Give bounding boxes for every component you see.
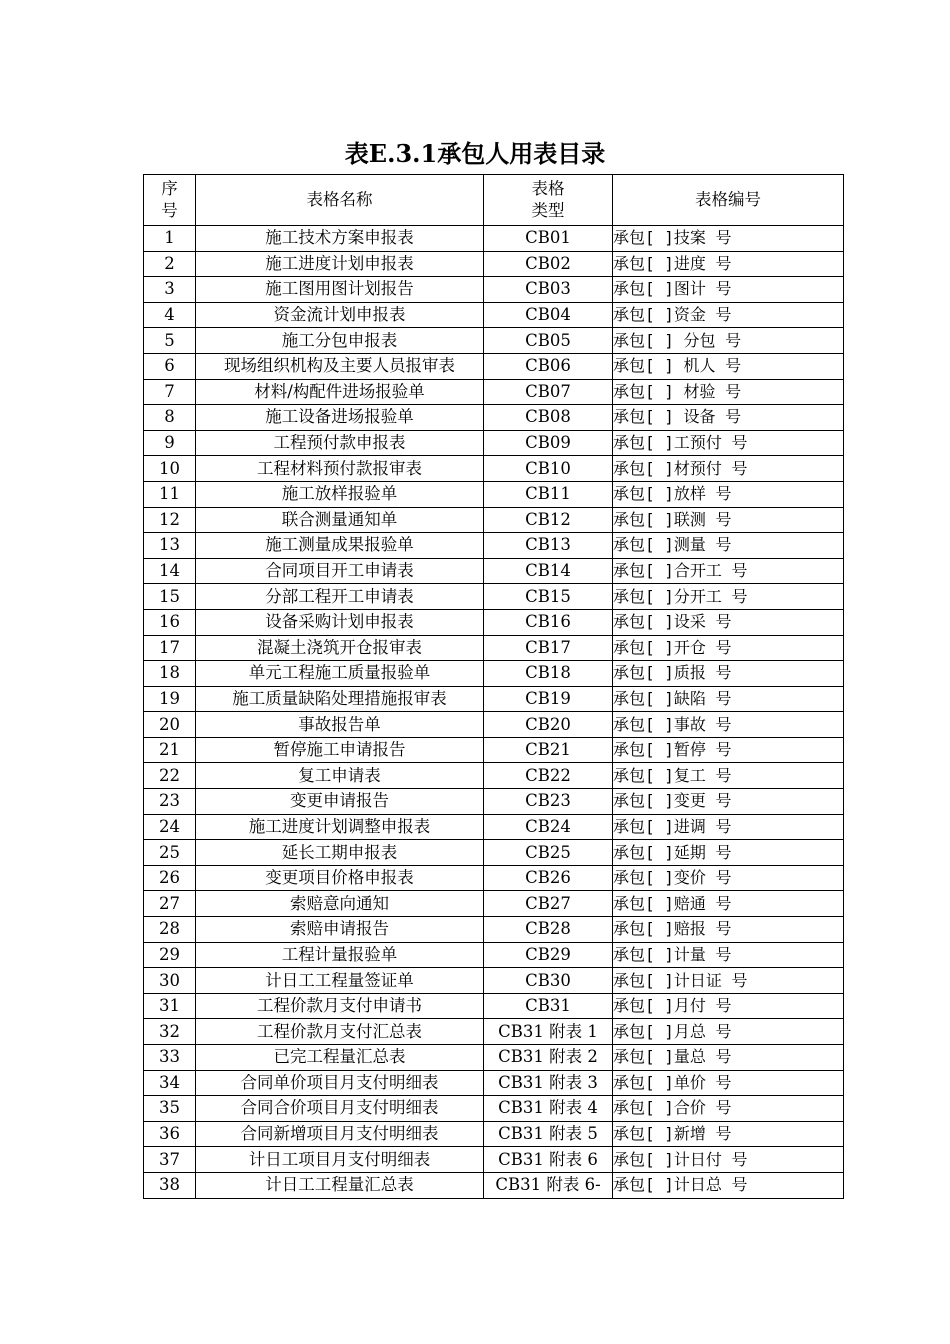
table-row	[144, 942, 844, 968]
table-row	[144, 379, 844, 405]
table-row	[144, 789, 844, 815]
form-type: CB12	[484, 507, 613, 533]
table-row	[144, 917, 844, 943]
form-type: CB30	[484, 968, 613, 994]
form-name: 施工分包申报表	[196, 328, 484, 354]
form-name: 资金流计划申报表	[196, 302, 484, 328]
form-name: 现场组织机构及主要人员报审表	[196, 353, 484, 379]
table-row	[144, 558, 844, 584]
row-number: 5	[144, 328, 196, 354]
header-row	[144, 175, 844, 226]
form-catalog-table	[143, 174, 844, 1199]
table-row	[144, 226, 844, 252]
form-code: 承包[ ]复工 号	[613, 763, 844, 789]
table-row	[144, 353, 844, 379]
form-name: 计日工工程量汇总表	[196, 1172, 484, 1198]
row-number: 30	[144, 968, 196, 994]
row-number: 12	[144, 507, 196, 533]
form-code: 承包[ ]质报 号	[613, 661, 844, 687]
form-type: CB07	[484, 379, 613, 405]
form-code: 承包[ ]事故 号	[613, 712, 844, 738]
row-number: 28	[144, 917, 196, 943]
table-row	[144, 993, 844, 1019]
form-code: 承包[ ]设采 号	[613, 609, 844, 635]
row-number: 33	[144, 1045, 196, 1071]
form-code: 承包[ ]月付 号	[613, 993, 844, 1019]
form-type: CB14	[484, 558, 613, 584]
form-type: CB26	[484, 865, 613, 891]
form-code: 承包[ ]赔通 号	[613, 891, 844, 917]
table-row	[144, 405, 844, 431]
form-code: 承包[ ]放样 号	[613, 481, 844, 507]
form-name: 索赔意向通知	[196, 891, 484, 917]
header-name: 表格名称	[196, 175, 484, 226]
form-type: CB27	[484, 891, 613, 917]
page-title: 表E.3.1承包人用表目录	[344, 139, 606, 168]
table-row	[144, 891, 844, 917]
form-name: 单元工程施工质量报验单	[196, 661, 484, 687]
header-no-line-1: 序	[161, 179, 178, 198]
form-type: CB31	[484, 993, 613, 1019]
row-number: 16	[144, 609, 196, 635]
row-number: 3	[144, 277, 196, 303]
table-row	[144, 430, 844, 456]
table-row	[144, 456, 844, 482]
row-number: 26	[144, 865, 196, 891]
form-code: 承包[ ]进度 号	[613, 251, 844, 277]
row-number: 27	[144, 891, 196, 917]
form-type: CB17	[484, 635, 613, 661]
form-type: CB20	[484, 712, 613, 738]
form-type: CB15	[484, 584, 613, 610]
table-row	[144, 737, 844, 763]
form-code: 承包[ ]新增 号	[613, 1121, 844, 1147]
row-number: 6	[144, 353, 196, 379]
form-name: 合同合价项目月支付明细表	[196, 1096, 484, 1122]
table-row	[144, 302, 844, 328]
row-number: 1	[144, 226, 196, 252]
form-type: CB25	[484, 840, 613, 866]
form-code: 承包[ ]联测 号	[613, 507, 844, 533]
form-code: 承包[ ]计日证 号	[613, 968, 844, 994]
table-row	[144, 686, 844, 712]
form-name: 设备采购计划申报表	[196, 609, 484, 635]
row-number: 31	[144, 993, 196, 1019]
form-type: CB06	[484, 353, 613, 379]
row-number: 32	[144, 1019, 196, 1045]
form-code: 承包[ ]单价 号	[613, 1070, 844, 1096]
form-type: CB09	[484, 430, 613, 456]
form-code: 承包[ ]材预付 号	[613, 456, 844, 482]
form-type: CB29	[484, 942, 613, 968]
form-name: 施工设备进场报验单	[196, 405, 484, 431]
form-type: CB31 附表 6	[484, 1147, 613, 1173]
form-code: 承包[ ]分开工 号	[613, 584, 844, 610]
table-row	[144, 635, 844, 661]
row-number: 25	[144, 840, 196, 866]
table-row	[144, 328, 844, 354]
form-name: 施工进度计划调整申报表	[196, 814, 484, 840]
form-code: 承包[ ]工预付 号	[613, 430, 844, 456]
table-row	[144, 814, 844, 840]
header-no-line-2: 号	[161, 201, 178, 220]
header-type	[484, 175, 613, 226]
form-name: 工程价款月支付汇总表	[196, 1019, 484, 1045]
form-code: 承包[ ]量总 号	[613, 1045, 844, 1071]
form-code: 承包[ ]合价 号	[613, 1096, 844, 1122]
form-name: 工程价款月支付申请书	[196, 993, 484, 1019]
header-no	[144, 175, 196, 226]
form-type: CB31 附表 5	[484, 1121, 613, 1147]
form-type: CB05	[484, 328, 613, 354]
form-type: CB16	[484, 609, 613, 635]
row-number: 13	[144, 533, 196, 559]
form-code: 承包[ ]图计 号	[613, 277, 844, 303]
table-row	[144, 481, 844, 507]
form-name: 施工测量成果报验单	[196, 533, 484, 559]
table-row	[144, 1172, 844, 1198]
row-number: 24	[144, 814, 196, 840]
table-row	[144, 1147, 844, 1173]
row-number: 9	[144, 430, 196, 456]
form-code: 承包[ ]延期 号	[613, 840, 844, 866]
form-code: 承包[ ]计日付 号	[613, 1147, 844, 1173]
table-row	[144, 1096, 844, 1122]
row-number: 23	[144, 789, 196, 815]
form-code: 承包[ ]资金 号	[613, 302, 844, 328]
form-name: 施工技术方案申报表	[196, 226, 484, 252]
form-name: 分部工程开工申请表	[196, 584, 484, 610]
form-name: 工程预付款申报表	[196, 430, 484, 456]
table-row	[144, 1070, 844, 1096]
form-name: 暂停施工申请报告	[196, 737, 484, 763]
form-code: 承包[ ]测量 号	[613, 533, 844, 559]
row-number: 38	[144, 1172, 196, 1198]
form-type: CB31 附表 3	[484, 1070, 613, 1096]
table-row	[144, 1019, 844, 1045]
form-type: CB31 附表 6-	[484, 1172, 613, 1198]
form-name: 计日工工程量签证单	[196, 968, 484, 994]
form-code: 承包[ ]技案 号	[613, 226, 844, 252]
table-row	[144, 609, 844, 635]
table-row	[144, 661, 844, 687]
form-type: CB08	[484, 405, 613, 431]
form-name: 事故报告单	[196, 712, 484, 738]
row-number: 8	[144, 405, 196, 431]
form-name: 变更项目价格申报表	[196, 865, 484, 891]
row-number: 37	[144, 1147, 196, 1173]
table-row	[144, 584, 844, 610]
table-row	[144, 840, 844, 866]
form-name: 工程材料预付款报审表	[196, 456, 484, 482]
form-name: 联合测量通知单	[196, 507, 484, 533]
form-code: 承包[ ] 分包 号	[613, 328, 844, 354]
form-code: 承包[ ]变更 号	[613, 789, 844, 815]
row-number: 22	[144, 763, 196, 789]
form-type: CB18	[484, 661, 613, 687]
table-row	[144, 968, 844, 994]
form-name: 合同新增项目月支付明细表	[196, 1121, 484, 1147]
row-number: 10	[144, 456, 196, 482]
row-number: 36	[144, 1121, 196, 1147]
form-type: CB21	[484, 737, 613, 763]
form-type: CB03	[484, 277, 613, 303]
table-row	[144, 533, 844, 559]
form-type: CB19	[484, 686, 613, 712]
form-type: CB02	[484, 251, 613, 277]
form-name: 材料/构配件进场报验单	[196, 379, 484, 405]
table-row	[144, 1121, 844, 1147]
row-number: 2	[144, 251, 196, 277]
table-row	[144, 712, 844, 738]
form-code: 承包[ ] 机人 号	[613, 353, 844, 379]
form-type: CB13	[484, 533, 613, 559]
form-code: 承包[ ] 设备 号	[613, 405, 844, 431]
form-type: CB23	[484, 789, 613, 815]
form-type: CB04	[484, 302, 613, 328]
form-name: 延长工期申报表	[196, 840, 484, 866]
form-name: 工程计量报验单	[196, 942, 484, 968]
table-row	[144, 865, 844, 891]
form-type: CB28	[484, 917, 613, 943]
form-name: 施工质量缺陷处理措施报审表	[196, 686, 484, 712]
form-type: CB31 附表 1	[484, 1019, 613, 1045]
form-type: CB11	[484, 481, 613, 507]
row-number: 21	[144, 737, 196, 763]
form-name: 合同项目开工申请表	[196, 558, 484, 584]
form-code: 承包[ ]月总 号	[613, 1019, 844, 1045]
form-type: CB10	[484, 456, 613, 482]
row-number: 11	[144, 481, 196, 507]
form-name: 施工放样报验单	[196, 481, 484, 507]
form-type: CB22	[484, 763, 613, 789]
table-body	[144, 226, 844, 1199]
form-name: 施工图用图计划报告	[196, 277, 484, 303]
row-number: 14	[144, 558, 196, 584]
row-number: 4	[144, 302, 196, 328]
form-name: 复工申请表	[196, 763, 484, 789]
form-type: CB24	[484, 814, 613, 840]
table-row	[144, 251, 844, 277]
form-code: 承包[ ]合开工 号	[613, 558, 844, 584]
form-name: 施工进度计划申报表	[196, 251, 484, 277]
form-code: 承包[ ]计量 号	[613, 942, 844, 968]
row-number: 19	[144, 686, 196, 712]
form-code: 承包[ ]缺陷 号	[613, 686, 844, 712]
row-number: 17	[144, 635, 196, 661]
table-header	[144, 175, 844, 226]
form-name: 计日工项目月支付明细表	[196, 1147, 484, 1173]
table-row	[144, 507, 844, 533]
row-number: 7	[144, 379, 196, 405]
table-row	[144, 277, 844, 303]
row-number: 34	[144, 1070, 196, 1096]
table-row	[144, 1045, 844, 1071]
header-type-line-1: 表格	[531, 179, 565, 198]
form-code: 承包[ ]变价 号	[613, 865, 844, 891]
header-code: 表格编号	[613, 175, 844, 226]
form-name: 混凝土浇筑开仓报审表	[196, 635, 484, 661]
form-code: 承包[ ]开仓 号	[613, 635, 844, 661]
header-type-line-2: 类型	[531, 201, 565, 220]
form-code: 承包[ ]计日总 号	[613, 1172, 844, 1198]
form-name: 已完工程量汇总表	[196, 1045, 484, 1071]
row-number: 18	[144, 661, 196, 687]
form-code: 承包[ ]进调 号	[613, 814, 844, 840]
form-type: CB31 附表 4	[484, 1096, 613, 1122]
form-code: 承包[ ]赔报 号	[613, 917, 844, 943]
form-code: 承包[ ] 材验 号	[613, 379, 844, 405]
form-type: CB01	[484, 226, 613, 252]
form-name: 变更申请报告	[196, 789, 484, 815]
row-number: 15	[144, 584, 196, 610]
form-type: CB31 附表 2	[484, 1045, 613, 1071]
table-row	[144, 763, 844, 789]
form-code: 承包[ ]暂停 号	[613, 737, 844, 763]
form-name: 合同单价项目月支付明细表	[196, 1070, 484, 1096]
row-number: 35	[144, 1096, 196, 1122]
row-number: 20	[144, 712, 196, 738]
row-number: 29	[144, 942, 196, 968]
form-name: 索赔申请报告	[196, 917, 484, 943]
